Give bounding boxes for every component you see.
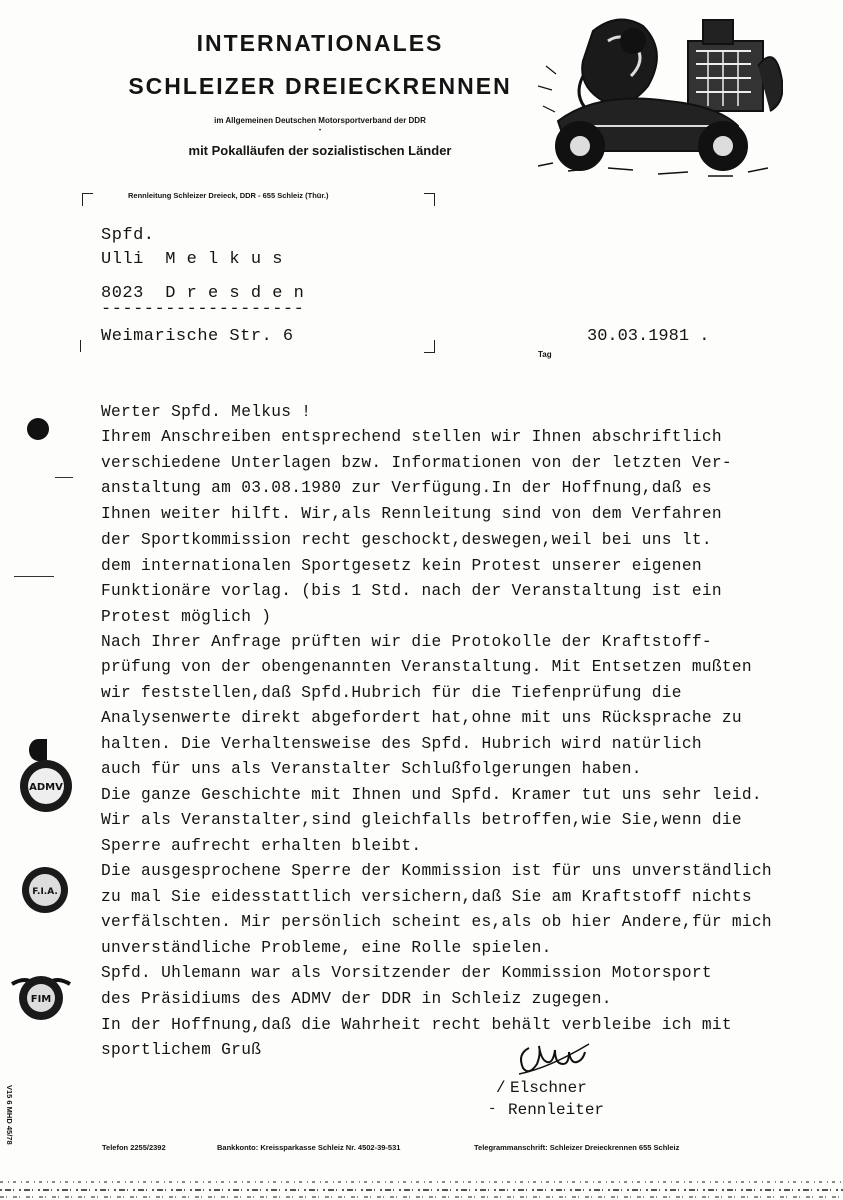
body-line: anstaltung am 03.08.1980 zur Verfügung.In der Hoffnung,daß es	[101, 479, 712, 497]
recipient-street: Weimarische Str. 6	[101, 327, 294, 346]
body-line: prüfung von der obengenannten Veranstaltung. Mit Entsetzen mußten	[101, 658, 752, 676]
fold-mark-2	[14, 576, 54, 577]
date-value: 30.03.1981 .	[587, 327, 710, 346]
fold-mark-1	[55, 477, 73, 478]
address-corner-top-right	[424, 193, 435, 206]
date-label: Tag	[538, 350, 552, 359]
fia-logo	[21, 866, 69, 914]
admv-logo	[18, 758, 74, 814]
recipient-name: Ulli M e l k u s	[101, 250, 283, 269]
letterhead-dot: •	[318, 128, 322, 134]
form-number: V15 6 MHD 45/78	[5, 1085, 14, 1145]
signature-dash: -	[488, 1101, 497, 1117]
body-line: verfälschten. Mir persönlich scheint es,als ob hier Andere,für mich	[101, 913, 772, 931]
body-line: Analysenwerte direkt abgefordert hat,ohne mit uns Rücksprache zu	[101, 709, 742, 727]
body-line: des Präsidiums des ADMV der DDR in Schleiz zugegen.	[101, 990, 612, 1008]
handwritten-signature	[515, 1040, 595, 1078]
admv-logo-text: ADMV	[29, 782, 63, 793]
body-line: Ihrem Anschreiben entsprechend stellen wir Ihnen abschriftlich	[101, 428, 722, 446]
body-line: Die ganze Geschichte mit Ihnen und Spfd. Kramer tut uns sehr leid.	[101, 786, 762, 804]
letterhead-subtitle: im Allgemeinen Deutschen Motorsportverband der DDR	[214, 116, 426, 125]
footer-telegram: Telegrammanschrift: Schleizer Dreieckrennen 655 Schleiz	[474, 1143, 680, 1152]
body-line: Nach Ihrer Anfrage prüften wir die Protokolle der Kraftstoff-	[101, 633, 712, 651]
recipient-salutation: Spfd.	[101, 226, 155, 245]
body-line: dem internationalen Sportgesetz kein Protest unserer eigenen	[101, 557, 702, 575]
body-line: zu mal Sie eidesstattlich versichern,daß Sie am Kraftstoff nichts	[101, 888, 752, 906]
body-line: Sperre aufrecht erhalten bleibt.	[101, 837, 422, 855]
signature-name: Elschner	[510, 1079, 587, 1097]
footer-phone: Telefon 2255/2392	[102, 1143, 166, 1152]
body-line: sportlichem Gruß	[101, 1041, 262, 1059]
address-corner-bottom-right	[424, 340, 435, 353]
body-line: Wir als Veranstalter,sind gleichfalls betroffen,wie Sie,wenn die	[101, 811, 742, 829]
footer-bank: Bankkonto: Kreissparkasse Schleiz Nr. 4502-39-531	[217, 1143, 401, 1152]
punch-hole-top	[27, 418, 49, 440]
body-line: Die ausgesprochene Sperre der Kommission ist für uns unverständlich	[101, 862, 772, 880]
body-line: Spfd. Uhlemann war als Vorsitzender der Kommission Motorsport	[101, 964, 712, 982]
scan-noise	[0, 1176, 843, 1200]
body-line: verschiedene Unterlagen bzw. Informationen von der letzten Ver-	[101, 454, 732, 472]
body-line: Funktionäre vorlag. (bis 1 Std. nach der Veranstaltung ist ein	[101, 582, 722, 600]
fia-logo-text: F.I.A.	[32, 887, 58, 897]
letterhead-subtitle2: mit Pokalläufen der sozialistischen Länder	[188, 143, 452, 158]
body-line: unverständliche Probleme, eine Rolle spielen.	[101, 939, 552, 957]
body-line: wir feststellen,daß Spfd.Hubrich für die Tiefenprüfung die	[101, 684, 682, 702]
body-line: halten. Die Verhaltensweise des Spfd. Hubrich wird natürlich	[101, 735, 702, 753]
recipient-city: 8023 D r e s d e n	[101, 284, 305, 303]
signature-slash: /	[496, 1079, 506, 1097]
body-line: der Sportkommission recht geschockt,deswegen,weil bei uns lt.	[101, 531, 712, 549]
body-line: Ihnen weiter hilft. Wir,als Rennleitung sind von dem Verfahren	[101, 505, 722, 523]
signature-role: Rennleiter	[508, 1101, 605, 1119]
fim-logo	[10, 966, 72, 1026]
letterhead-title-line2: SCHLEIZER DREIECKRENNEN	[128, 73, 512, 99]
address-corner-top-left	[82, 193, 93, 206]
race-illustration	[538, 6, 783, 186]
body-line: Protest möglich )	[101, 608, 272, 626]
fim-logo-text: FIM	[30, 994, 52, 1005]
address-corner-bottom-left	[80, 340, 91, 352]
body-line: auch für uns als Veranstalter Schlußfolgerungen haben.	[101, 760, 642, 778]
body-line: Werter Spfd. Melkus !	[101, 403, 312, 421]
sender-line: Rennleitung Schleizer Dreieck, DDR - 655 Schleiz (Thür.)	[128, 191, 329, 200]
letterhead-title-line1: INTERNATIONALES	[196, 30, 444, 56]
body-line: In der Hoffnung,daß die Wahrheit recht behält verbleibe ich mit	[101, 1016, 732, 1034]
recipient-city-underline: -------------------	[101, 300, 305, 319]
